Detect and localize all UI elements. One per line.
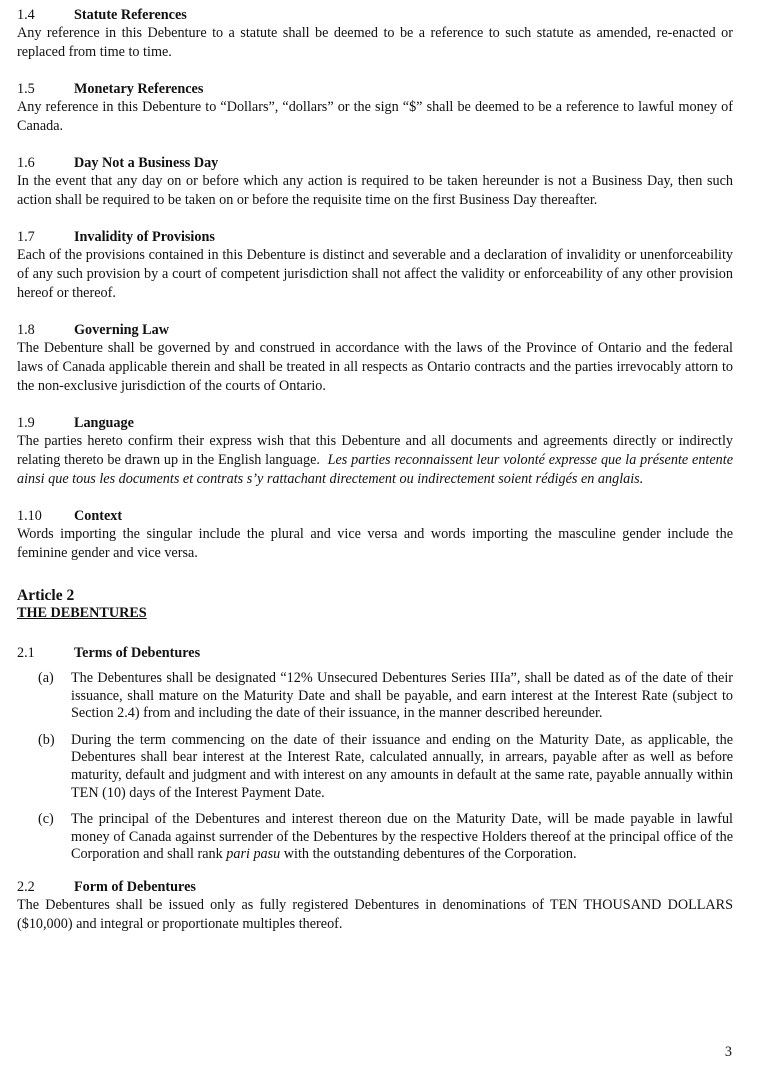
article-2-heading [17,587,733,622]
page-number: 3 [724,1044,732,1060]
item-text-before: The principal of the Debentures and interest thereon due on the Maturity Date, will be made payable in lawful money of Canada against surrender of the Debentures by the respective Holders thereof at the principal office of the Corporation and shall rank [71,811,733,863]
section-title: Governing Law [74,322,169,338]
section-number: 1.8 [17,322,35,338]
section-number: 1.5 [17,81,35,97]
article-subtitle: THE DEBENTURES [17,605,147,621]
list-item [38,670,733,723]
item-text-italic: pari pasu [226,846,281,863]
section-title: Form of Debentures [74,878,196,895]
subsection-list [38,670,733,864]
item-label: (b) [38,731,55,748]
section-body: In the event that any day on or before which any action is required to be taken hereunder is not a Business Day, then such action shall be required to be taken on or before the requisite time on the first Business Day thereafter. [17,173,733,208]
section-body [17,432,733,489]
section-title: Statute References [74,7,187,23]
list-item [38,811,733,864]
section-title: Monetary References [74,81,204,97]
section-1-7 [17,228,733,303]
item-text: The Debentures shall be designated “12% Unsecured Debentures Series IIIa”, shall be dated as of the date of their issuance, shall mature on the Maturity Date and shall be payable, and earn interest at the Interest Rate (subject to Section 2.4) from and including the date of their issuance, in the manner described hereunder. [71,670,733,722]
section-heading [17,414,733,432]
section-heading [17,154,733,172]
article-title: Article 2 [17,587,75,604]
section-number: 1.10 [17,508,42,524]
section-1-4 [17,6,733,62]
section-body: The Debentures shall be issued only as fully registered Debentures in denominations of TEN THOUSAND DOLLARS ($10,000) and integral or proportionate multiples thereof. [17,896,733,932]
section-1-5 [17,80,733,136]
section-heading [17,321,733,339]
section-number: 1.7 [17,229,35,245]
section-2-2 [17,878,733,934]
section-1-10 [17,507,733,563]
section-heading [17,644,733,662]
item-label: (a) [38,670,54,686]
item-label: (c) [38,811,54,828]
section-number: 1.6 [17,155,35,171]
section-number: 2.1 [17,645,35,661]
item-text: During the term commencing on the date of their issuance and ending on the Maturity Date, as applicable, the Debentures shall bear interest at the Interest Rate, calculated annually, in arrears, payable after as well as before maturity, default and judgment and with interest on any amounts in default at the same rate, payable annually within TEN (10) days of the Interest Payment Date. [71,731,733,801]
section-heading [17,80,733,98]
document-page [17,6,733,934]
section-title: Day Not a Business Day [74,155,219,171]
item-text-after: with the outstanding debentures of the Corporation. [283,846,577,863]
section-body: Words importing the singular include the plural and vice versa and words importing the masculine gender include the feminine gender and vice versa. [17,526,733,561]
section-body: The Debenture shall be governed by and construed in accordance with the laws of the Province of Ontario and the federal laws of Canada applicable therein and shall be treated in all respects as Ontario contracts and the parties irrevocably attorn to the non-exclusive jurisdiction of the courts of Ontario. [17,340,733,394]
section-1-6 [17,154,733,210]
section-title: Context [74,508,123,524]
section-body: Each of the provisions contained in this Debenture is distinct and severable and a declaration of invalidity or unenforceability of any such provision by a court of competent jurisdiction shall not affect the validity or enforceability of any other provision hereof or thereof. [17,247,733,301]
section-title: Language [74,415,134,431]
section-number: 1.9 [17,415,35,431]
section-2-1 [17,644,733,864]
english-text: The parties hereto confirm their express wish that this Debenture and all documents and agreements directly or indirectly relating thereto be drawn up in the English language. [17,433,733,468]
section-number: 1.4 [17,7,35,23]
section-heading [17,878,733,896]
section-title: Terms of Debentures [74,645,201,661]
section-title: Invalidity of Provisions [74,229,215,245]
item-text [71,811,733,864]
section-heading [17,228,733,246]
section-1-9 [17,414,733,489]
section-body: Any reference in this Debenture to a statute shall be deemed to be a reference to such statute as amended, re-enacted or replaced from time to time. [17,25,733,60]
section-body: Any reference in this Debenture to “Dollars”, “dollars” or the sign “$” shall be deemed to be a reference to lawful money of Canada. [17,99,733,134]
french-text: Les parties reconnaissent leur volonté expresse que la présente entente ainsi que tous les documents et contrats s’y rattachant directement ou indirectement soient rédigés en anglais. [17,452,733,487]
section-number: 2.2 [17,878,35,895]
list-item [38,732,733,802]
section-heading [17,507,733,525]
section-1-8 [17,321,733,396]
section-heading [17,6,733,24]
